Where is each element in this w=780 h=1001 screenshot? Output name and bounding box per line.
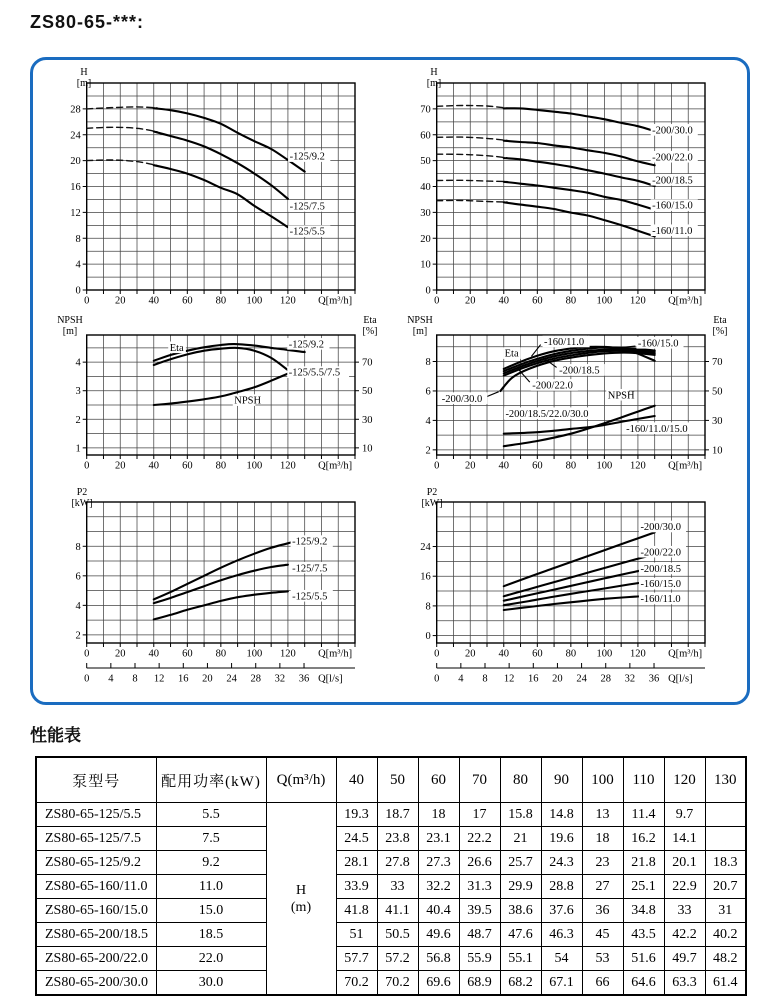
svg-text:8: 8 bbox=[75, 233, 81, 245]
head-value-cell: 33 bbox=[377, 875, 418, 899]
svg-text:-200/18.5: -200/18.5 bbox=[652, 175, 693, 187]
table-row bbox=[36, 803, 746, 827]
head-value-cell: 32.2 bbox=[418, 875, 459, 899]
head-value-cell: 28.8 bbox=[541, 875, 582, 899]
head-value-cell: 21 bbox=[500, 827, 541, 851]
model-cell: ZS80-65-200/18.5 bbox=[36, 923, 156, 947]
chart-svg-p2-125 bbox=[40, 487, 390, 695]
head-value-cell: 18 bbox=[582, 827, 623, 851]
col-header-3: 40 bbox=[336, 757, 377, 803]
svg-text:0: 0 bbox=[434, 460, 440, 472]
head-value-cell: 14.8 bbox=[541, 803, 582, 827]
chart-svg-p2-160-200 bbox=[390, 487, 740, 695]
svg-text:[m]: [m] bbox=[76, 78, 92, 89]
svg-text:8: 8 bbox=[425, 601, 431, 613]
head-value-cell: 21.8 bbox=[623, 851, 664, 875]
svg-text:-160/15.0: -160/15.0 bbox=[652, 200, 693, 212]
head-value-cell: 23.1 bbox=[418, 827, 459, 851]
chart-p2-125 bbox=[40, 487, 390, 700]
svg-text:-160/15.0: -160/15.0 bbox=[640, 579, 681, 591]
head-value-cell: 38.6 bbox=[500, 899, 541, 923]
svg-text:0: 0 bbox=[425, 285, 431, 297]
svg-text:-160/11.0: -160/11.0 bbox=[640, 594, 681, 606]
col-header-12: 130 bbox=[705, 757, 746, 803]
svg-text:H: H bbox=[80, 67, 88, 78]
head-value-cell: 68.9 bbox=[459, 971, 500, 996]
svg-text:[m]: [m] bbox=[62, 326, 78, 337]
svg-text:30: 30 bbox=[712, 415, 723, 427]
head-value-cell: 24.3 bbox=[541, 851, 582, 875]
svg-text:Q[m³/h]: Q[m³/h] bbox=[318, 648, 353, 660]
svg-text:20: 20 bbox=[464, 295, 476, 307]
head-value-cell: 25.7 bbox=[500, 851, 541, 875]
svg-text:-125/5.5/7.5: -125/5.5/7.5 bbox=[288, 367, 341, 379]
head-value-cell: 22.9 bbox=[664, 875, 705, 899]
svg-text:P2: P2 bbox=[76, 487, 88, 498]
svg-text:-200/30.0: -200/30.0 bbox=[441, 393, 483, 405]
chart-npsh-eta-160-200 bbox=[390, 315, 740, 480]
col-header-10: 110 bbox=[623, 757, 664, 803]
head-value-cell: 36 bbox=[582, 899, 623, 923]
svg-text:40: 40 bbox=[148, 460, 160, 472]
svg-text:-160/11.0: -160/11.0 bbox=[544, 337, 585, 349]
svg-text:24: 24 bbox=[420, 542, 431, 554]
head-value-cell: 29.9 bbox=[500, 875, 541, 899]
svg-text:80: 80 bbox=[215, 295, 227, 307]
svg-text:8: 8 bbox=[482, 673, 488, 685]
head-value-cell: 39.5 bbox=[459, 899, 500, 923]
svg-text:0: 0 bbox=[84, 673, 90, 685]
table-row bbox=[36, 827, 746, 851]
head-value-cell: 55.1 bbox=[500, 947, 541, 971]
power-cell: 18.5 bbox=[156, 923, 266, 947]
svg-text:4: 4 bbox=[425, 415, 431, 427]
svg-text:-125/9.2: -125/9.2 bbox=[288, 339, 325, 351]
svg-text:8: 8 bbox=[425, 357, 431, 369]
head-value-cell: 33.9 bbox=[336, 875, 377, 899]
svg-text:70: 70 bbox=[420, 104, 431, 116]
svg-text:100: 100 bbox=[596, 460, 613, 472]
table-title: 性能表 bbox=[30, 726, 81, 745]
head-value-cell: 17 bbox=[459, 803, 500, 827]
head-value-cell: 20.7 bbox=[705, 875, 746, 899]
svg-text:Q[m³/h]: Q[m³/h] bbox=[318, 460, 353, 472]
svg-text:20: 20 bbox=[70, 156, 81, 168]
svg-text:30: 30 bbox=[362, 414, 373, 426]
svg-text:-160/15.0: -160/15.0 bbox=[637, 338, 679, 350]
head-value-cell: 51 bbox=[336, 923, 377, 947]
svg-text:NPSH: NPSH bbox=[607, 390, 635, 402]
head-value-cell: 19.6 bbox=[541, 827, 582, 851]
col-header-5: 60 bbox=[418, 757, 459, 803]
table-row bbox=[36, 947, 746, 971]
chart-svg-h-q-160-200 bbox=[390, 67, 740, 309]
svg-text:Q[l/s]: Q[l/s] bbox=[318, 673, 343, 685]
svg-text:4: 4 bbox=[75, 357, 81, 369]
head-value-cell: 27.8 bbox=[377, 851, 418, 875]
head-value-cell: 48.7 bbox=[459, 923, 500, 947]
svg-text:12: 12 bbox=[70, 207, 81, 219]
svg-text:P2: P2 bbox=[426, 487, 438, 498]
head-value-cell: 43.5 bbox=[623, 923, 664, 947]
svg-text:Eta: Eta bbox=[504, 348, 519, 360]
svg-text:20: 20 bbox=[114, 460, 126, 472]
svg-text:[m]: [m] bbox=[426, 78, 442, 89]
svg-text:32: 32 bbox=[274, 673, 286, 685]
col-header-8: 90 bbox=[541, 757, 582, 803]
svg-text:-160/11.0: -160/11.0 bbox=[652, 225, 693, 237]
svg-text:24: 24 bbox=[70, 130, 81, 142]
head-value-cell: 24.5 bbox=[336, 827, 377, 851]
svg-text:20: 20 bbox=[552, 673, 563, 685]
svg-text:80: 80 bbox=[565, 648, 577, 660]
head-value-cell: 15.8 bbox=[500, 803, 541, 827]
svg-text:20: 20 bbox=[202, 673, 213, 685]
svg-text:120: 120 bbox=[280, 460, 296, 472]
head-value-cell: 68.2 bbox=[500, 971, 541, 996]
head-value-cell: 69.6 bbox=[418, 971, 459, 996]
head-value-cell: 37.6 bbox=[541, 899, 582, 923]
svg-text:-125/7.5: -125/7.5 bbox=[289, 201, 325, 213]
head-value-cell: 49.7 bbox=[664, 947, 705, 971]
head-value-cell: 25.1 bbox=[623, 875, 664, 899]
svg-text:6: 6 bbox=[425, 386, 431, 398]
svg-text:Eta: Eta bbox=[713, 315, 727, 326]
svg-text:120: 120 bbox=[630, 648, 646, 660]
svg-text:2: 2 bbox=[425, 445, 431, 457]
power-cell: 22.0 bbox=[156, 947, 266, 971]
svg-text:120: 120 bbox=[630, 295, 646, 307]
model-cell: ZS80-65-125/7.5 bbox=[36, 827, 156, 851]
svg-text:20: 20 bbox=[114, 648, 126, 660]
power-cell: 5.5 bbox=[156, 803, 266, 827]
svg-text:8: 8 bbox=[132, 673, 138, 685]
col-header-0: 泵型号 bbox=[36, 757, 156, 803]
head-value-cell: 27 bbox=[582, 875, 623, 899]
svg-text:50: 50 bbox=[712, 386, 723, 398]
head-value-cell bbox=[705, 827, 746, 851]
head-value-cell: 41.1 bbox=[377, 899, 418, 923]
svg-text:60: 60 bbox=[182, 460, 193, 472]
svg-text:Q[m³/h]: Q[m³/h] bbox=[668, 648, 703, 660]
head-value-cell bbox=[705, 803, 746, 827]
svg-text:0: 0 bbox=[434, 673, 440, 685]
chart-svg-npsh-eta-160-200 bbox=[390, 315, 740, 475]
head-value-cell: 45 bbox=[582, 923, 623, 947]
svg-text:10: 10 bbox=[420, 259, 431, 271]
head-value-cell: 67.1 bbox=[541, 971, 582, 996]
svg-text:NPSH: NPSH bbox=[234, 395, 262, 407]
head-value-cell: 46.3 bbox=[541, 923, 582, 947]
svg-text:0: 0 bbox=[75, 285, 81, 297]
svg-text:16: 16 bbox=[528, 673, 539, 685]
svg-text:30: 30 bbox=[420, 207, 431, 219]
head-value-cell: 18 bbox=[418, 803, 459, 827]
svg-text:0: 0 bbox=[84, 295, 90, 307]
svg-text:0: 0 bbox=[425, 631, 431, 643]
svg-text:60: 60 bbox=[532, 648, 543, 660]
head-value-cell: 13 bbox=[582, 803, 623, 827]
svg-text:NPSH: NPSH bbox=[57, 315, 83, 326]
svg-text:60: 60 bbox=[532, 295, 543, 307]
head-value-cell: 51.6 bbox=[623, 947, 664, 971]
svg-text:-200/30.0: -200/30.0 bbox=[640, 522, 681, 534]
svg-text:NPSH: NPSH bbox=[407, 315, 433, 326]
page-title: ZS80-65-***: bbox=[30, 12, 145, 32]
power-cell: 15.0 bbox=[156, 899, 266, 923]
svg-text:24: 24 bbox=[576, 673, 587, 685]
svg-text:80: 80 bbox=[565, 295, 577, 307]
head-value-cell: 48.2 bbox=[705, 947, 746, 971]
power-cell: 9.2 bbox=[156, 851, 266, 875]
svg-text:20: 20 bbox=[464, 648, 476, 660]
svg-text:0: 0 bbox=[84, 648, 90, 660]
svg-text:[kW]: [kW] bbox=[421, 498, 443, 509]
svg-text:10: 10 bbox=[712, 445, 723, 457]
svg-text:-200/30.0: -200/30.0 bbox=[652, 125, 693, 137]
svg-text:28: 28 bbox=[70, 104, 81, 116]
head-value-cell: 47.6 bbox=[500, 923, 541, 947]
chart-h-q-125 bbox=[40, 67, 390, 314]
head-value-cell: 34.8 bbox=[623, 899, 664, 923]
model-cell: ZS80-65-200/30.0 bbox=[36, 971, 156, 996]
head-value-cell: 28.1 bbox=[336, 851, 377, 875]
head-value-cell: 31 bbox=[705, 899, 746, 923]
svg-text:40: 40 bbox=[498, 460, 510, 472]
svg-text:60: 60 bbox=[420, 130, 431, 142]
svg-text:-200/18.5: -200/18.5 bbox=[640, 564, 681, 576]
col-header-11: 120 bbox=[664, 757, 705, 803]
head-value-cell: 53 bbox=[582, 947, 623, 971]
svg-text:-125/9.2: -125/9.2 bbox=[292, 536, 328, 548]
svg-text:-200/22.0: -200/22.0 bbox=[652, 152, 693, 164]
head-value-cell: 70.2 bbox=[336, 971, 377, 996]
svg-text:70: 70 bbox=[362, 357, 373, 369]
svg-text:80: 80 bbox=[565, 460, 577, 472]
head-value-cell: 23.8 bbox=[377, 827, 418, 851]
svg-text:50: 50 bbox=[420, 156, 431, 168]
svg-text:20: 20 bbox=[420, 233, 431, 245]
head-value-cell: 49.6 bbox=[418, 923, 459, 947]
svg-text:Q[m³/h]: Q[m³/h] bbox=[668, 460, 703, 472]
col-header-4: 50 bbox=[377, 757, 418, 803]
svg-text:0: 0 bbox=[84, 460, 90, 472]
model-cell: ZS80-65-160/15.0 bbox=[36, 899, 156, 923]
svg-text:H: H bbox=[430, 67, 438, 78]
svg-text:0: 0 bbox=[434, 648, 440, 660]
head-value-cell: 20.1 bbox=[664, 851, 705, 875]
svg-text:36: 36 bbox=[648, 673, 660, 685]
svg-text:1: 1 bbox=[75, 443, 81, 455]
head-value-cell: 40.2 bbox=[705, 923, 746, 947]
head-value-cell: 31.3 bbox=[459, 875, 500, 899]
table-header-row bbox=[36, 757, 746, 803]
head-value-cell: 66 bbox=[582, 971, 623, 996]
svg-text:24: 24 bbox=[226, 673, 237, 685]
svg-text:28: 28 bbox=[250, 673, 261, 685]
model-cell: ZS80-65-125/5.5 bbox=[36, 803, 156, 827]
svg-text:-160/11.0/15.0: -160/11.0/15.0 bbox=[626, 423, 688, 435]
svg-text:120: 120 bbox=[630, 460, 646, 472]
svg-text:60: 60 bbox=[532, 460, 543, 472]
svg-text:12: 12 bbox=[153, 673, 165, 685]
col-header-9: 100 bbox=[582, 757, 623, 803]
svg-text:4: 4 bbox=[458, 673, 464, 685]
svg-text:20: 20 bbox=[114, 295, 126, 307]
power-cell: 11.0 bbox=[156, 875, 266, 899]
power-cell: 7.5 bbox=[156, 827, 266, 851]
svg-text:40: 40 bbox=[498, 648, 510, 660]
head-value-cell: 40.4 bbox=[418, 899, 459, 923]
chart-npsh-eta-125 bbox=[40, 315, 390, 480]
svg-text:-125/5.5: -125/5.5 bbox=[289, 226, 325, 238]
svg-text:4: 4 bbox=[75, 600, 81, 612]
svg-text:[%]: [%] bbox=[712, 326, 728, 337]
performance-table bbox=[35, 756, 747, 996]
svg-text:40: 40 bbox=[420, 182, 431, 193]
svg-text:60: 60 bbox=[182, 295, 193, 307]
model-cell: ZS80-65-125/9.2 bbox=[36, 851, 156, 875]
svg-text:-125/9.2: -125/9.2 bbox=[289, 151, 325, 163]
svg-text:100: 100 bbox=[246, 295, 263, 307]
head-value-cell: 64.6 bbox=[623, 971, 664, 996]
svg-text:16: 16 bbox=[178, 673, 189, 685]
model-cell: ZS80-65-160/11.0 bbox=[36, 875, 156, 899]
head-value-cell: 9.7 bbox=[664, 803, 705, 827]
svg-text:120: 120 bbox=[280, 295, 296, 307]
chart-p2-160-200 bbox=[390, 487, 740, 700]
head-value-cell: 41.8 bbox=[336, 899, 377, 923]
svg-text:36: 36 bbox=[298, 673, 310, 685]
svg-text:8: 8 bbox=[75, 541, 81, 553]
svg-text:80: 80 bbox=[215, 460, 227, 472]
head-value-cell: 27.3 bbox=[418, 851, 459, 875]
svg-text:-200/18.5/22.0/30.0: -200/18.5/22.0/30.0 bbox=[505, 408, 589, 420]
svg-text:28: 28 bbox=[600, 673, 611, 685]
svg-text:6: 6 bbox=[75, 571, 81, 583]
svg-text:4: 4 bbox=[108, 673, 114, 685]
head-value-cell: 55.9 bbox=[459, 947, 500, 971]
svg-text:-200/18.5: -200/18.5 bbox=[559, 365, 600, 377]
svg-text:40: 40 bbox=[148, 648, 160, 660]
svg-text:2: 2 bbox=[75, 414, 81, 426]
head-value-cell: 18.7 bbox=[377, 803, 418, 827]
table-row bbox=[36, 851, 746, 875]
svg-text:100: 100 bbox=[596, 295, 613, 307]
chart-h-q-160-200 bbox=[390, 67, 740, 314]
head-value-cell: 57.7 bbox=[336, 947, 377, 971]
svg-text:100: 100 bbox=[246, 648, 263, 660]
power-cell: 30.0 bbox=[156, 971, 266, 996]
head-value-cell: 70.2 bbox=[377, 971, 418, 996]
svg-text:[%]: [%] bbox=[362, 326, 378, 337]
svg-text:10: 10 bbox=[362, 443, 373, 455]
svg-text:12: 12 bbox=[503, 673, 515, 685]
svg-text:40: 40 bbox=[498, 295, 510, 307]
svg-text:Eta: Eta bbox=[169, 342, 184, 354]
head-unit-cell: H (m) bbox=[266, 803, 336, 996]
chart-svg-h-q-125 bbox=[40, 67, 390, 309]
col-header-2: Q(m³/h) bbox=[266, 757, 336, 803]
svg-text:100: 100 bbox=[596, 648, 613, 660]
table-row bbox=[36, 899, 746, 923]
head-value-cell: 11.4 bbox=[623, 803, 664, 827]
svg-text:4: 4 bbox=[75, 259, 81, 271]
svg-text:80: 80 bbox=[215, 648, 227, 660]
svg-text:Q[m³/h]: Q[m³/h] bbox=[318, 295, 353, 307]
table-row bbox=[36, 875, 746, 899]
head-value-cell: 26.6 bbox=[459, 851, 500, 875]
svg-text:16: 16 bbox=[420, 571, 431, 583]
svg-text:-125/5.5: -125/5.5 bbox=[292, 591, 328, 603]
head-value-cell: 14.1 bbox=[664, 827, 705, 851]
head-value-cell: 61.4 bbox=[705, 971, 746, 996]
col-header-1: 配用功率(kW) bbox=[156, 757, 266, 803]
head-value-cell: 50.5 bbox=[377, 923, 418, 947]
svg-text:0: 0 bbox=[434, 295, 440, 307]
model-cell: ZS80-65-200/22.0 bbox=[36, 947, 156, 971]
head-value-cell: 57.2 bbox=[377, 947, 418, 971]
chart-svg-npsh-eta-125 bbox=[40, 315, 390, 475]
svg-text:20: 20 bbox=[464, 460, 476, 472]
svg-text:3: 3 bbox=[75, 386, 81, 398]
head-value-cell: 18.3 bbox=[705, 851, 746, 875]
head-value-cell: 42.2 bbox=[664, 923, 705, 947]
col-header-6: 70 bbox=[459, 757, 500, 803]
head-value-cell: 33 bbox=[664, 899, 705, 923]
svg-text:2: 2 bbox=[75, 630, 81, 642]
head-value-cell: 56.8 bbox=[418, 947, 459, 971]
svg-text:50: 50 bbox=[362, 386, 373, 398]
head-value-cell: 63.3 bbox=[664, 971, 705, 996]
svg-text:Q[l/s]: Q[l/s] bbox=[668, 673, 693, 685]
svg-text:Q[m³/h]: Q[m³/h] bbox=[668, 295, 703, 307]
svg-text:32: 32 bbox=[624, 673, 636, 685]
svg-text:Eta: Eta bbox=[363, 315, 377, 326]
svg-text:-200/22.0: -200/22.0 bbox=[532, 380, 573, 392]
svg-text:-200/22.0: -200/22.0 bbox=[640, 547, 681, 559]
svg-text:70: 70 bbox=[712, 357, 723, 369]
svg-text:40: 40 bbox=[148, 295, 160, 307]
table-row bbox=[36, 971, 746, 996]
col-header-7: 80 bbox=[500, 757, 541, 803]
svg-text:16: 16 bbox=[70, 182, 81, 193]
head-value-cell: 19.3 bbox=[336, 803, 377, 827]
head-value-cell: 22.2 bbox=[459, 827, 500, 851]
svg-text:[kW]: [kW] bbox=[71, 498, 93, 509]
svg-text:60: 60 bbox=[182, 648, 193, 660]
head-value-cell: 16.2 bbox=[623, 827, 664, 851]
svg-text:[m]: [m] bbox=[412, 326, 428, 337]
head-value-cell: 23 bbox=[582, 851, 623, 875]
svg-text:120: 120 bbox=[280, 648, 296, 660]
svg-text:100: 100 bbox=[246, 460, 263, 472]
svg-text:-125/7.5: -125/7.5 bbox=[292, 563, 328, 575]
table-row bbox=[36, 923, 746, 947]
head-value-cell: 54 bbox=[541, 947, 582, 971]
